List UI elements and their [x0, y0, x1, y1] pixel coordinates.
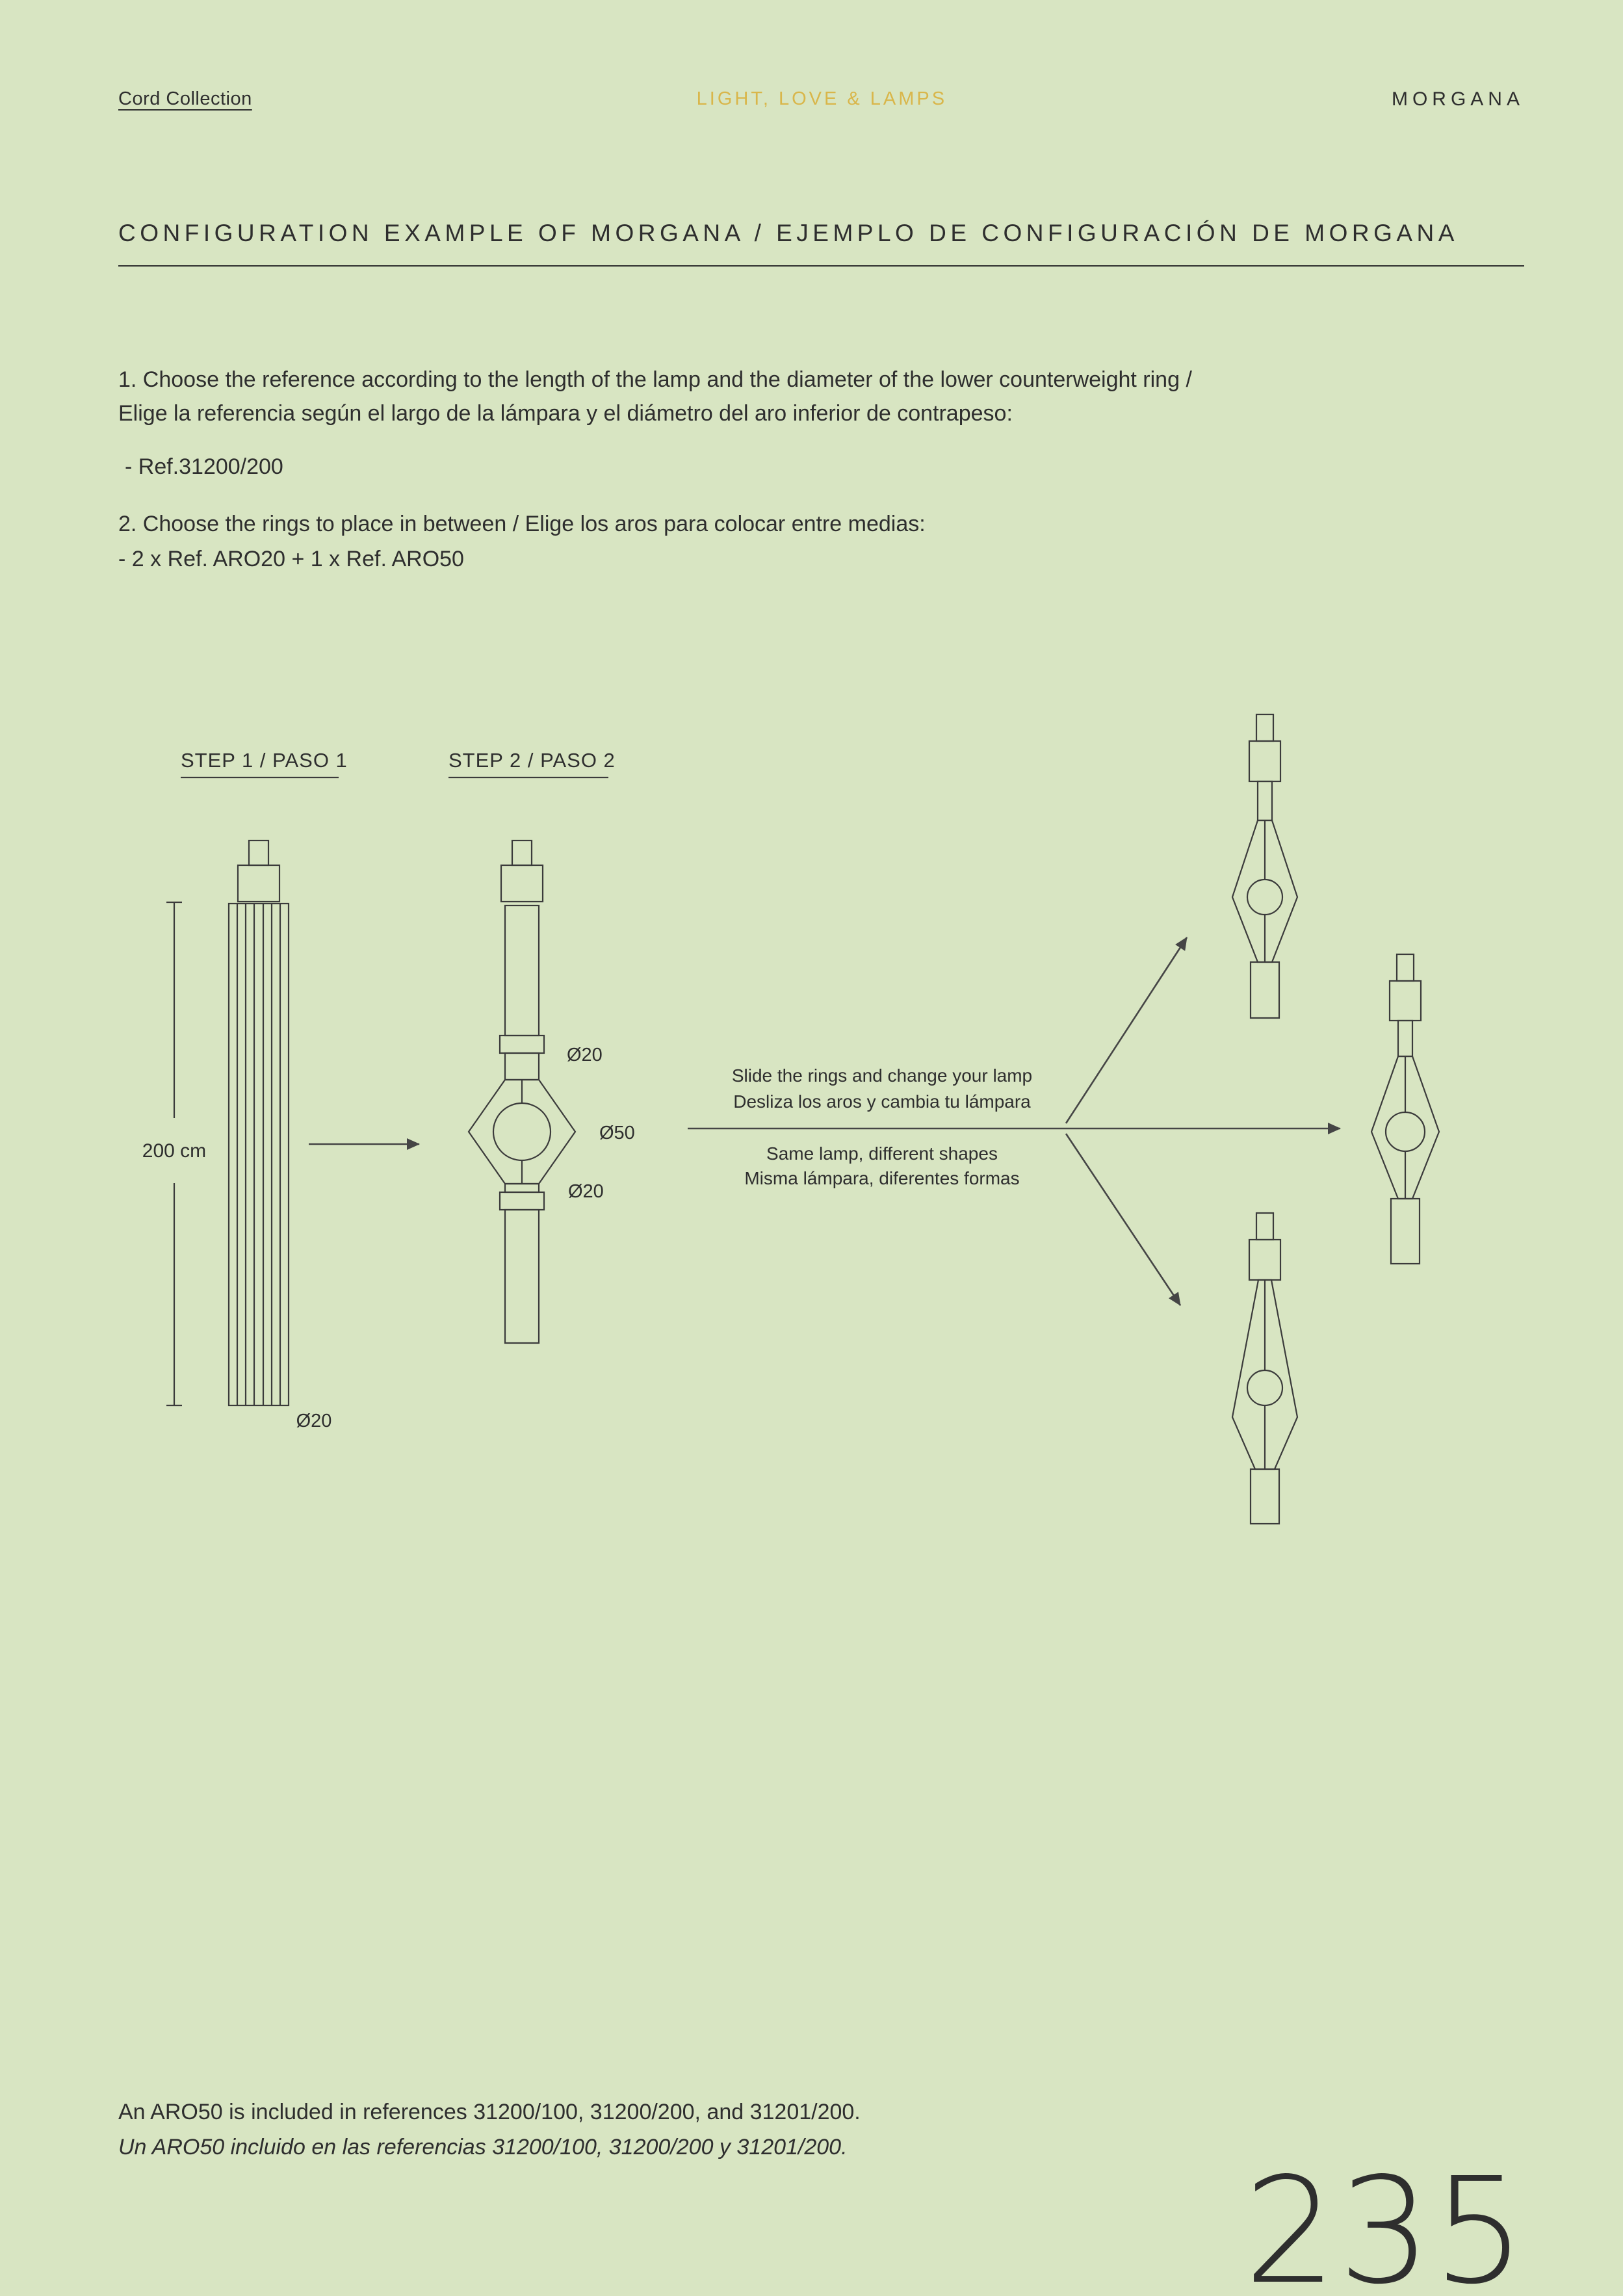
variant-middle-circle — [1386, 1112, 1425, 1151]
variant-middle-neck — [1398, 1021, 1412, 1056]
variant-bottom-base — [1251, 1469, 1279, 1524]
page-number: 235 — [1243, 2146, 1527, 2296]
lamp2-lower-column — [505, 1210, 539, 1343]
footnotes — [118, 2094, 861, 2165]
lamp2-upper-connector — [505, 1053, 539, 1080]
arrow-to-top-variant — [1066, 937, 1187, 1123]
same-lamp-note-es: Misma lámpara, diferentes formas — [744, 1168, 1020, 1188]
variant-top-canopy — [1249, 741, 1280, 781]
variant-top-circle — [1247, 880, 1282, 915]
same-lamp-note-en: Same lamp, different shapes — [766, 1143, 998, 1164]
footnote-en: An ARO50 is included in references 31200/100, 31200/200, and 31201/200. — [118, 2100, 861, 2124]
variant-top-neck — [1258, 781, 1272, 820]
lamp1-canopy — [238, 865, 279, 902]
brand-name: MORGANA — [1391, 88, 1524, 110]
title-block — [118, 220, 1524, 267]
lamp2-lower-ring-aro20 — [500, 1192, 544, 1210]
instruction-step1-reference: - Ref.31200/200 — [125, 454, 283, 479]
page-header — [118, 88, 1524, 111]
lamp-step1-drawing — [229, 841, 289, 1405]
lamp2-top-tube — [512, 841, 532, 865]
instruction-step1 — [118, 363, 1524, 430]
lamp2-upper-ring-aro20 — [500, 1036, 544, 1053]
lamp2-canopy — [501, 865, 543, 902]
variant-middle-base — [1391, 1199, 1420, 1264]
page-title: CONFIGURATION EXAMPLE OF MORGANA / EJEMPLO DE CONFIGURACIÓN DE MORGANA — [118, 220, 1459, 246]
instruction-step2: 2. Choose the rings to place in between / Elige los aros para colocar entre medias: — [118, 512, 926, 536]
slide-note-en: Slide the rings and change your lamp — [731, 1065, 1033, 1086]
instruction-step2-reference: - 2 x Ref. ARO20 + 1 x Ref. ARO50 — [118, 547, 464, 571]
step2-label: STEP 2 / PASO 2 — [448, 749, 616, 772]
configuration-instructions — [118, 363, 1524, 576]
variant-bottom-tube — [1256, 1213, 1273, 1240]
variant-lamp-bottom — [1232, 1213, 1297, 1524]
variant-top-tube — [1256, 714, 1273, 741]
ring-bottom-label: Ø20 — [568, 1181, 604, 1202]
instruction-step1-en: 1. Choose the reference according to the length of the lamp and the diameter of the lower counterweight ring / — [118, 367, 1192, 392]
variant-middle-canopy — [1390, 981, 1421, 1021]
lamp1-column-stripes — [237, 904, 280, 1405]
title-rule — [118, 265, 1524, 267]
slide-note-es: Desliza los aros y cambia tu lámpara — [733, 1091, 1031, 1112]
lamp-step2-drawing — [469, 841, 575, 1343]
footnote-es: Un ARO50 incluido en las referencias 31200/100, 31200/200 y 31201/200. — [118, 2135, 848, 2159]
brand-tagline: LIGHT, LOVE & LAMPS — [696, 88, 948, 109]
variant-bottom-circle — [1247, 1370, 1282, 1405]
length-dimension — [142, 902, 206, 1405]
ring-top-label: Ø20 — [567, 1045, 603, 1065]
lamp2-counterweight-circle — [493, 1103, 551, 1160]
length-label: 200 cm — [142, 1140, 207, 1162]
step1-label: STEP 1 / PASO 1 — [181, 749, 348, 772]
arrow-to-bottom-variant — [1066, 1134, 1180, 1305]
lamp2-upper-column — [505, 906, 539, 1036]
lamp1-top-tube — [249, 841, 268, 865]
configuration-diagram — [0, 702, 1623, 1547]
variant-bottom-canopy — [1249, 1240, 1280, 1280]
variant-middle-tube — [1397, 954, 1414, 981]
collection-link[interactable]: Cord Collection — [118, 88, 252, 109]
instruction-step1-es: Elige la referencia según el largo de la lámpara y el diámetro del aro inferior de contrapeso: — [118, 401, 1013, 426]
variant-lamp-top — [1232, 714, 1297, 1018]
variant-lamp-middle — [1371, 954, 1439, 1264]
ring-middle-label: Ø50 — [599, 1123, 635, 1143]
lamp1-diameter-label: Ø20 — [296, 1411, 332, 1431]
lamp2-lower-connector — [505, 1184, 539, 1192]
variant-top-base — [1251, 962, 1279, 1018]
